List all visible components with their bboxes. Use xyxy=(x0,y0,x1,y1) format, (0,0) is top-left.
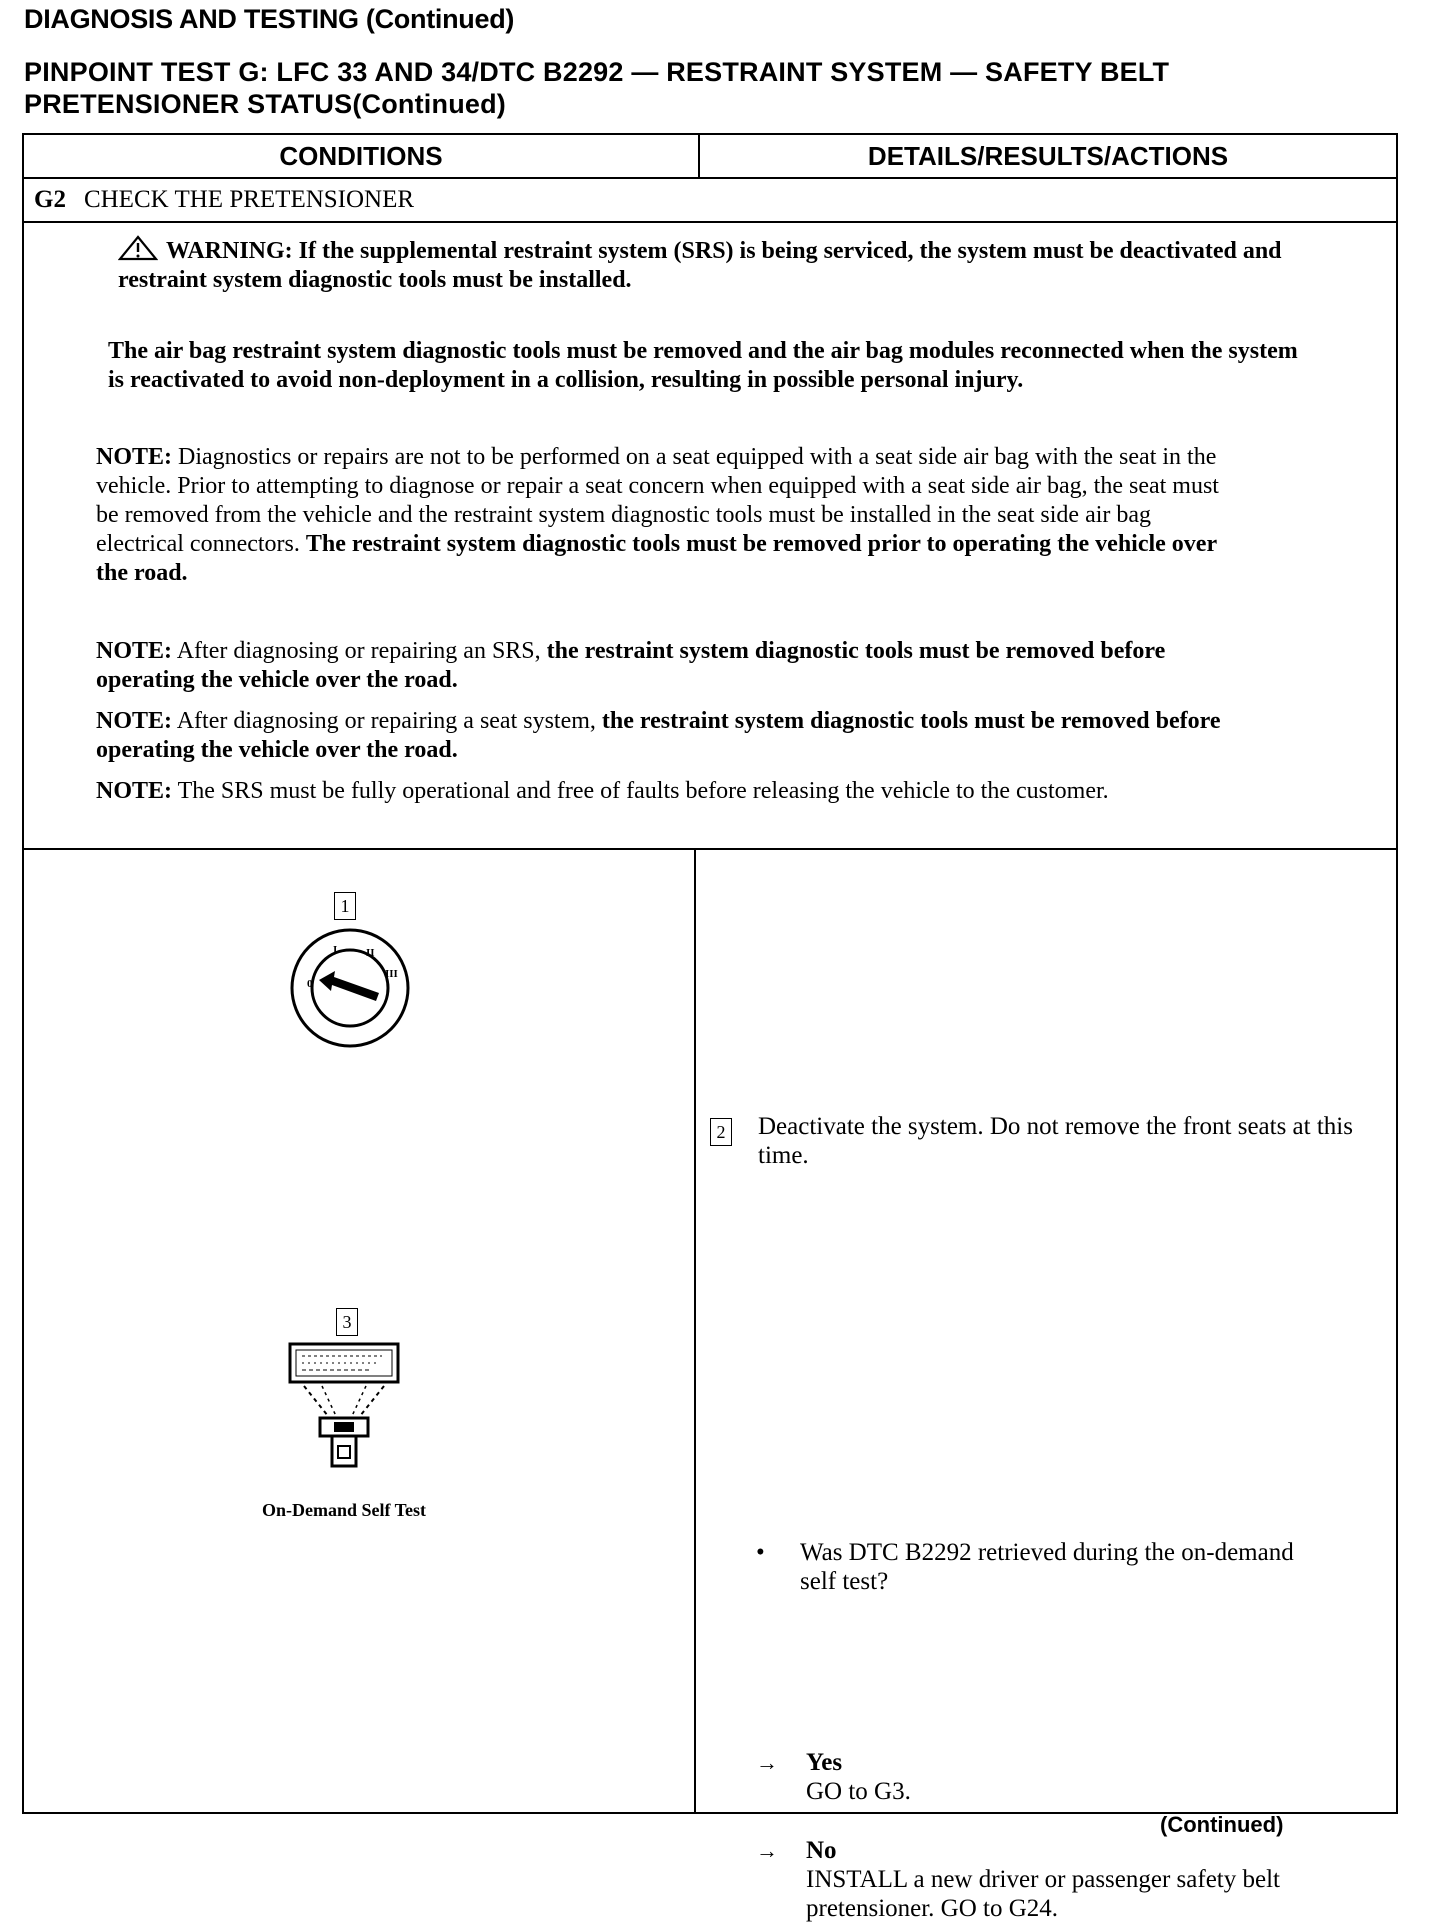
arrow-right-icon: → xyxy=(756,1750,778,1775)
note-label: NOTE: xyxy=(96,638,173,664)
note-bold-text: the restraint system diagnostic tools must be removed before operating the vehicle over the road. xyxy=(96,708,1221,763)
continued-footer: (Continued) xyxy=(1160,1812,1284,1837)
ignition-switch-icon xyxy=(287,925,413,1051)
conditions-cell xyxy=(24,850,694,1812)
callout-3: 3 xyxy=(336,1308,358,1336)
answer-label: No xyxy=(806,1837,837,1864)
warning-label: WARNING: xyxy=(166,238,293,264)
note-text: The SRS must be fully operational and free of faults before releasing the vehicle to the customer. xyxy=(177,778,1109,804)
note-label: NOTE: xyxy=(96,778,173,804)
step-row xyxy=(34,179,414,221)
callout-2: 2 xyxy=(710,1118,732,1146)
note-bold-text: the restraint system diagnostic tools must be removed before operating the vehicle over the road. xyxy=(96,638,1166,693)
step-title: CHECK THE PRETENSIONER xyxy=(83,186,415,213)
step-2-instruction: Deactivate the system. Do not remove the front seats at this time. xyxy=(758,1113,1353,1169)
note-bold-text: The restraint system diagnostic tools must be removed prior to operating the vehicle over the road. xyxy=(96,531,1217,586)
answer-label: Yes xyxy=(806,1749,843,1776)
conditions-header: CONDITIONS xyxy=(279,141,443,171)
bullet-icon: • xyxy=(756,1539,765,1566)
note-label: NOTE: xyxy=(96,708,173,734)
warning-text: If the supplemental restraint system (SRS) is being serviced, the system must be deactivated and restraint system diagnostic tools must be installed. xyxy=(118,238,1282,293)
note-4 xyxy=(96,777,1226,806)
note-text: After diagnosing or repairing a seat system, xyxy=(176,708,596,734)
warning-block xyxy=(118,235,1318,295)
step-rule xyxy=(24,221,1396,223)
note-text: Diagnostics or repairs are not to be performed on a seat equipped with a seat side air bag with the seat in the vehicle. Prior to attempting to diagnose or repair a seat concern when equipped with a seat side air bag, the seat must be removed from the vehicle and the restraint system diagnostic tools must be installed in the seat side air bag electrical connectors. xyxy=(96,444,1219,557)
pinpoint-test-title: PINPOINT TEST G: LFC 33 AND 34/DTC B2292 — RESTRAINT SYSTEM — SAFETY BELT PRETENSIONER STATUS(Continued) xyxy=(24,57,1170,119)
note-2 xyxy=(96,637,1226,695)
step-id: G2 xyxy=(34,186,66,213)
svg-text:III: III xyxy=(385,968,398,980)
svg-text:0: 0 xyxy=(307,978,313,990)
svg-text:I: I xyxy=(333,944,338,956)
page-title: DIAGNOSIS AND TESTING (Continued) xyxy=(24,4,515,34)
tester-caption: On-Demand Self Test xyxy=(261,1500,427,1520)
question-text: Was DTC B2292 retrieved during the on-demand self test? xyxy=(800,1539,1294,1595)
header-divider xyxy=(698,135,700,177)
arrow-right-icon: → xyxy=(756,1838,778,1863)
note-1 xyxy=(96,443,1226,588)
note-label: NOTE: xyxy=(96,444,173,470)
details-header: DETAILS/RESULTS/ACTIONS xyxy=(867,141,1229,171)
svg-text:II: II xyxy=(366,947,375,959)
answer-action: INSTALL a new driver or passenger safety belt pretensioner. GO to G24. xyxy=(806,1866,1280,1922)
note-3 xyxy=(96,707,1226,765)
note-text: After diagnosing or repairing an SRS, xyxy=(176,638,541,664)
callout-1: 1 xyxy=(334,892,356,920)
warning-text-2: The air bag restraint system diagnostic tools must be removed and the air bag modules reconnected when the system is reactivated to avoid non-deployment in a collision, resulting in possible personal injury. xyxy=(108,338,1298,393)
answer-action: GO to G3. xyxy=(806,1778,911,1805)
diagnostic-tester-icon xyxy=(282,1342,406,1492)
warning-triangle-icon xyxy=(118,235,158,261)
